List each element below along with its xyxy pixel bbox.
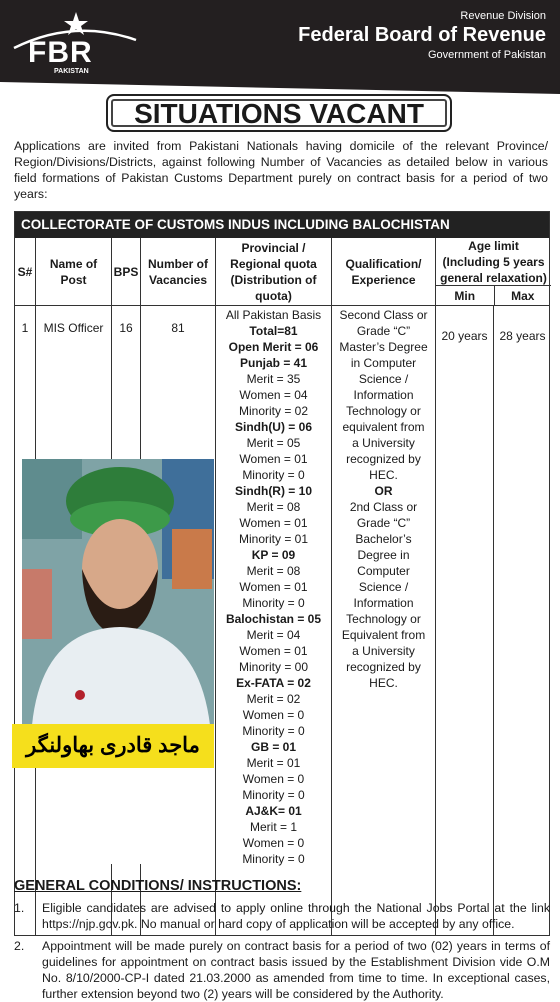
quota-line: Minority = 0 [242,468,305,482]
qualification-line: Information [353,596,414,610]
table-header-row [15,238,549,306]
header-age-max: Max [494,286,552,306]
quota-line: Merit = 08 [246,564,301,578]
quota-line: Merit = 01 [246,756,301,770]
quota-line: Punjab = 41 [239,356,308,370]
quota-line: GB = 01 [250,740,297,754]
qualification-line: a University [352,644,415,658]
quota-line: Merit = 02 [246,692,301,706]
qualification-line: HEC. [369,676,398,690]
quota-line: Sindh(R) = 10 [234,484,312,498]
header-age-label: Age limit (Including 5 years general relaxation) [436,238,551,286]
conditions-title: GENERAL CONDITIONS/ INSTRUCTIONS: [14,878,302,894]
quota-line: KP = 09 [251,548,296,562]
quota-line: Women = 01 [239,644,308,658]
qualification-line: Science / [358,580,409,594]
row-age-max: 28 years [493,306,551,935]
row-age-min: 20 years [435,306,493,935]
quota-line: Minority = 0 [242,788,305,802]
quota-line: Open Merit = 06 [228,340,319,354]
quota-line: Merit = 35 [246,372,301,386]
overlay-photo [22,459,214,725]
qualification-line: Degree in [357,548,410,562]
quota-line: Sindh(U) = 06 [234,420,312,434]
header-banner [0,0,560,104]
header-age [435,238,551,306]
quota-line: Women = 01 [239,452,308,466]
fbr-logo [10,10,140,76]
qualification-line: Equivalent from [341,628,426,642]
row-qualification-column [331,306,435,935]
qualification-line: Grade “C” [356,516,411,530]
quota-line: Minority = 00 [238,660,309,674]
row-post: MIS Officer [35,306,111,935]
qualification-line: Grade “C” [356,324,411,338]
header-sno: S# [17,265,33,279]
table-section-heading: COLLECTORATE OF CUSTOMS INDUS INCLUDING BALOCHISTAN [15,212,549,238]
condition-item [14,900,550,932]
quota-line: Minority = 0 [242,852,305,866]
header-org-block [298,10,546,61]
header-bps: BPS [111,238,140,306]
qualification-line: 2nd Class or [349,500,418,514]
qualification-line: in Computer [350,356,417,370]
qualification-line: Information [353,388,414,402]
quota-line: Women = 01 [239,580,308,594]
title-box [106,94,452,132]
quota-line: Balochistan = 05 [225,612,322,626]
quota-line: Merit = 04 [246,628,301,642]
gov-label: Government of Pakistan [427,49,546,61]
qualification-line: HEC. [369,468,398,482]
qualification-line: Technology or [346,404,421,418]
overlay-caption: ماجد قادری بھاولنگر [12,724,214,768]
quota-line: Merit = 05 [246,436,301,450]
qualification-line: OR [374,484,393,498]
condition-text: Appointment will be made purely on contract basis for a period of two (02) years in terms of guidelines for appointment on contract basis issued by the Establishment Division vide O.M No. 8/10/2000-CP-I dated 21.03.2000 as amended from time to time. In exceptional cases, further extension beyond two (2) years will be considered by the Authority. [42,939,550,1001]
qualification-line: Bachelor’s [355,532,412,546]
condition-number: 1. [14,901,25,915]
row-quota-column [215,306,331,935]
quota-line: Minority = 02 [238,404,309,418]
qualification-line: Science / [358,372,409,386]
quota-line: Women = 0 [242,772,305,786]
quota-line: Minority = 0 [242,596,305,610]
condition-text: Eligible candidates are advised to apply online through the National Jobs Portal at the link https://njp.gov.pk. No manual or hard copy of application will be accepted by any office. [42,901,550,931]
condition-number: 2. [14,939,25,953]
qualification-line: Second Class or [339,308,428,322]
overlay-blank [36,768,166,864]
quota-line: Women = 04 [239,388,308,402]
qualification-line: recognized by [346,660,421,674]
page-title: SITUATIONS VACANT [134,98,424,129]
quota-line: Women = 0 [242,836,305,850]
quota-line: Merit = 1 [249,820,297,834]
quota-line: AJ&K= 01 [245,804,302,818]
quota-line: Minority = 01 [238,532,309,546]
org-name: Federal Board of Revenue [298,24,546,46]
intro-paragraph: Applications are invited from Pakistani Nationals having domicile of the relevant Province/ Region/Divisions/Districts, against following Number of Vacancies as detailed below in various field formations of Pakistan Customs Department purely on contract basis for a period of two years: [14,139,548,201]
qualification-line: Master’s Degree [339,340,428,354]
quota-line: Ex-FATA = 02 [236,676,311,690]
quota-line: Total=81 [249,324,298,338]
logo-text: FBR [28,36,93,69]
division-label: Revenue Division [460,10,546,22]
header-vacancies: Number of Vacancies [140,238,215,306]
quota-line: Women = 0 [242,708,305,722]
row-bps: 16 [111,306,140,935]
row-sno: 1 [21,321,29,335]
logo-subtext: PAKISTAN [54,68,89,75]
qualification-line: a University [352,436,415,450]
quota-line: Minority = 0 [242,724,305,738]
quota-line: All Pakistan Basis [225,308,322,322]
row-vacancies: 81 [140,306,215,935]
qualification-line: equivalent from [342,420,425,434]
header-post: Name of Post [35,238,111,306]
quota-line: Merit = 08 [246,500,301,514]
header-qualification: Qualification/ Experience [331,238,435,306]
qualification-line: recognized by [346,452,421,466]
quota-line: Women = 01 [239,516,308,530]
qualification-line: Technology or [346,612,421,626]
header-quota: Provincial / Regional quota (Distribution of quota) [215,238,331,306]
qualification-line: Computer [357,564,410,578]
header-age-min: Min [454,289,476,303]
condition-item [14,938,550,1002]
